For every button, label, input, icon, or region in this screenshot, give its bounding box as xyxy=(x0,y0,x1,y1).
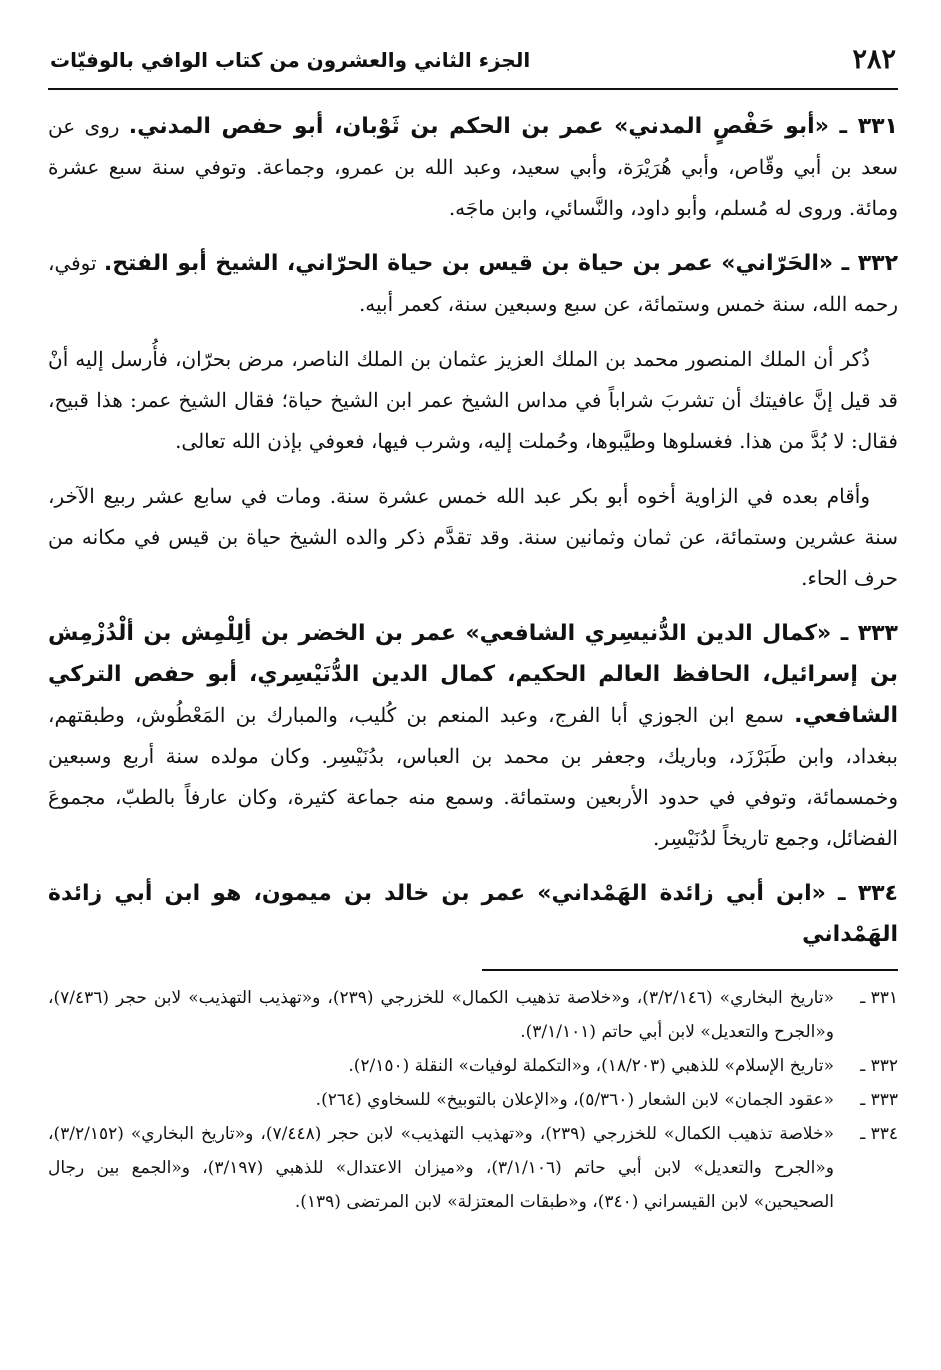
entry-334-heading: ٣٣٤ ـ «ابن أبي زائدة الهَمْداني» عمر بن خالد بن ميمون، هو ابن أبي زائدة الهَمْداني xyxy=(48,881,898,947)
entry-331 xyxy=(48,106,898,229)
footnote-333 xyxy=(48,1083,898,1117)
footnote-332 xyxy=(48,1049,898,1083)
entry-332 xyxy=(48,243,898,325)
entry-332-heading: ٣٣٢ ـ «الحَرّاني» عمر بن حياة بن قيس بن حياة الحرّاني، الشيخ أبو الفتح. xyxy=(103,251,899,276)
footnote-number: ٣٣٣ ـ xyxy=(860,1090,898,1110)
entry-331-body: روى عن سعد بن أبي وقّاص، وأبي هُرَيْرَة، وأبي سعيد، وعبد الله بن عمرو، وجماعة. وتوفي سنة سبع عشرة ومائة. وروى له مُسلم، وأبو داود، والنَّسائي، وابن ماجَه. xyxy=(48,114,898,220)
entry-332-paragraph-3: وأقام بعده في الزاوية أخوه أبو بكر عبد الله خمس عشرة سنة. ومات في سابع عشر ربيع الآخر، سنة عشرين وستمائة، عن ثمان وثمانين سنة. وقد تقدَّم ذكر والده الشيخ حياة بن قيس في مكانه من حرف الحاء. xyxy=(48,484,898,590)
footnote-text: «خلاصة تذهيب الكمال» للخزرجي (٢٣٩)، و«تهذيب التهذيب» لابن حجر (٧/٤٤٨)، و«تاريخ البخاري» (٣/٢/١٥٢)، و«الجرح والتعديل» لابن أبي حاتم (٣/١/١٠٦)، و«ميزان الاعتدال» للذهبي (٣/١٩٧)، و«الجمع بين رجال الصحيحين» لابن القيسراني (٣٤٠)، و«طبقات المعتزلة» لابن المرتضى (١٣٩). xyxy=(48,1124,834,1212)
main-text xyxy=(48,106,898,955)
footnote-divider xyxy=(482,969,898,971)
footnote-number: ٣٣١ ـ xyxy=(860,988,898,1008)
footnote-number: ٣٣٤ ـ xyxy=(860,1124,898,1144)
page-number: ٢٨٢ xyxy=(852,44,896,75)
entry-333 xyxy=(48,613,898,859)
footnote-number: ٣٣٢ ـ xyxy=(860,1056,898,1076)
footnote-text: «عقود الجمان» لابن الشعار (٥/٣٦٠)، و«الإعلان بالتوبيخ» للسخاوي (٢٦٤). xyxy=(315,1090,834,1110)
entry-332-paragraph-2: ذُكر أن الملك المنصور محمد بن الملك العزيز عثمان بن الملك الناصر، مرض بحرّان، فأُرسل إليه أنْ قد قيل إنَّ عافيتك أن تشربَ شراباً في مداس الشيخ عمر ابن الشيخ حياة؛ فقال الشيخ عمر: هذا قبيح، فقال: لا بُدَّ من هذا. فغسلوها وطيَّبوها، وحُملت إليه، وشرب فيها، فعوفي بإذن الله تعالى. xyxy=(48,347,898,453)
entry-333-heading: ٣٣٣ ـ «كمال الدين الدُّنيسِري الشافعي» عمر بن الخضر بن ألِلْمِش بن ألْدُزْمِش بن إسرائيل، الحافظ العالم الحكيم، كمال الدين الدُّنَيْسِري، أبو حفص التركي الشافعي. xyxy=(48,621,898,728)
running-title: الجزء الثاني والعشرون من كتاب الوافي بالوفيّات xyxy=(50,48,531,72)
book-page xyxy=(48,38,898,1358)
entry-331-heading: ٣٣١ ـ «أبو حَفْصٍ المدني» عمر بن الحكم بن ثَوْبان، أبو حفص المدني. xyxy=(128,114,898,139)
footnote-text: «تاريخ الإسلام» للذهبي (١٨/٢٠٣)، و«التكملة لوفيات» النقلة (٢/١٥٠). xyxy=(348,1056,834,1076)
footnote-334 xyxy=(48,1117,898,1219)
entry-333-body: سمع ابن الجوزي أبا الفرج، وعبد المنعم بن كُليب، والمبارك بن المَعْطُوش، وطبقتهم، ببغداد، وابن طَبَرْزَد، وباريك، وجعفر بن محمد بن العباس، بدُنَيْسِر. وكان مولده سنة أربع وسبعين وخمسمائة، وتوفي في حدود الأربعين وستمائة. وسمع منه جماعة كثيرة، وكان عارفاً بالطبّ، مجموعَ الفضائل، وجمع تاريخاً لدُنَيْسِر. xyxy=(48,703,898,850)
page-header xyxy=(48,38,898,90)
entry-332-body: توفي، رحمه الله، سنة خمس وستمائة، عن سبع وسبعين سنة، كعمر أبيه. xyxy=(48,251,898,316)
footnote-text: «تاريخ البخاري» (٣/٢/١٤٦)، و«خلاصة تذهيب الكمال» للخزرجي (٢٣٩)، و«تهذيب التهذيب» لابن حجر (٧/٤٣٦)، و«الجرح والتعديل» لابن أبي حاتم (٣/١/١٠١). xyxy=(48,988,834,1042)
footnote-331 xyxy=(48,981,898,1049)
footnotes xyxy=(48,981,898,1219)
